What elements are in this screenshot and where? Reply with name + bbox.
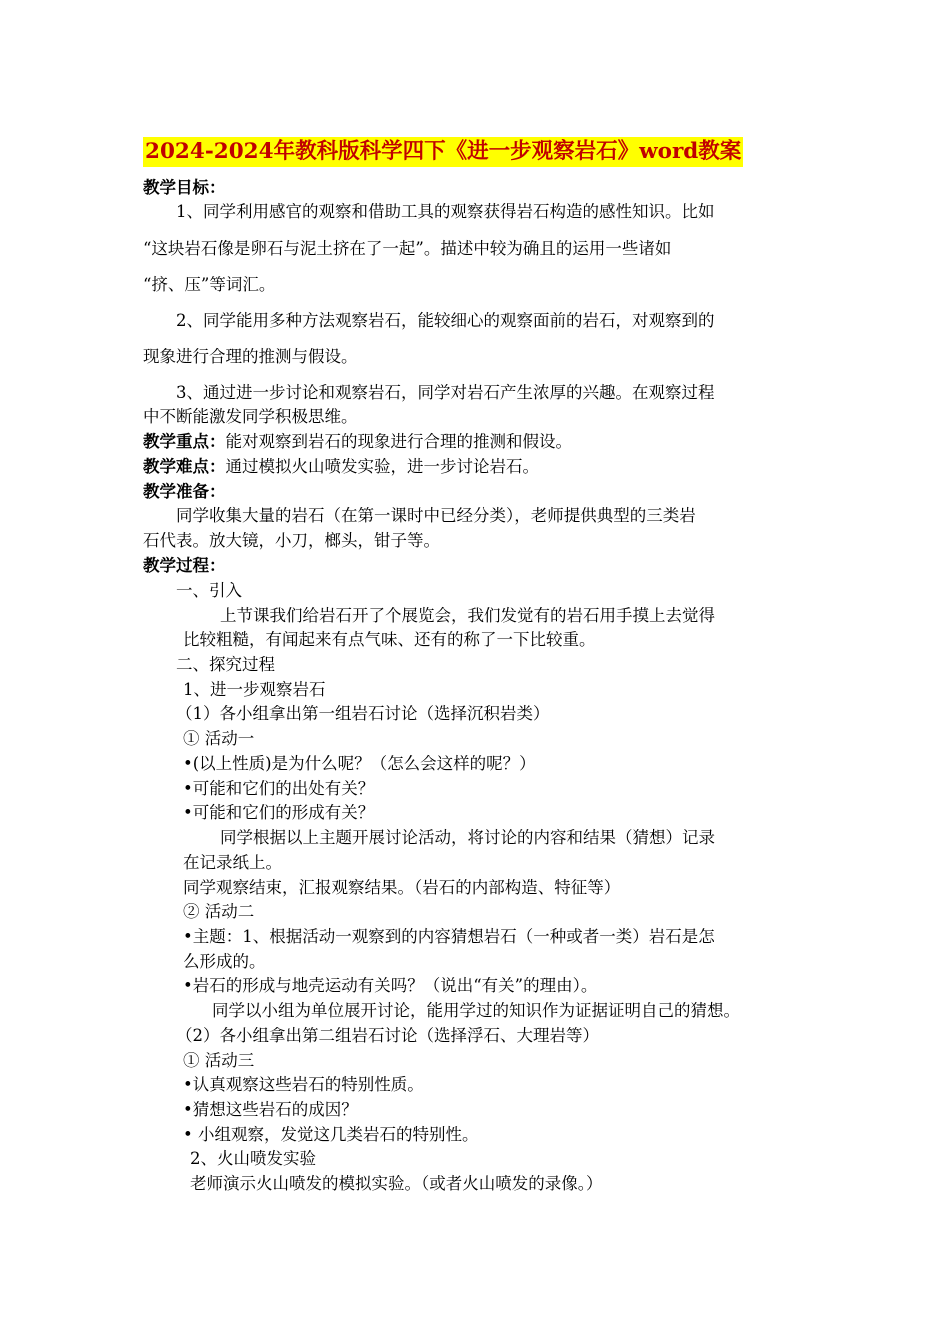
process-line: 1、进一步观察岩石 [183,680,326,699]
process-line: 比较粗糙，有闻起来有点气味、还有的称了一下比较重。 [183,630,596,649]
preparation-heading: 教学准备： [143,482,226,501]
objective-3-line-1: 3、通过进一步讨论和观察岩石，同学对岩石产生浓厚的兴趣。在观察过程 [176,383,715,402]
objective-1-line-2: “这块岩石像是卵石与泥土挤在了一起”。描述中较为确且的运用一些诸如 [143,239,672,258]
objectives-heading: 教学目标： [143,178,226,197]
process-line: （1）各小组拿出第一组岩石讨论（选择沉积岩类） [176,704,550,723]
process-line: 同学以小组为单位展开讨论，能用学过的知识作为证据证明自己的猜想。 [212,1001,740,1020]
process-line: 在记录纸上。 [183,853,282,872]
difficulty-text: 通过模拟火山喷发实验，进一步讨论岩石。 [225,457,539,476]
objective-1-line-1: 1、同学利用感官的观察和借助工具的观察获得岩石构造的感性知识。比如 [176,202,715,221]
process-line: 么形成的。 [183,952,266,971]
objective-2-line-1: 2、同学能用多种方法观察岩石，能较细心的观察面前的岩石，对观察到的 [176,311,715,330]
objective-3-line-2: 中不断能激发同学积极思维。 [143,407,358,426]
process-line: 上节课我们给岩石开了个展览会，我们发觉有的岩石用手摸上去觉得 [220,606,715,625]
process-line: •可能和它们的出处有关？ [183,779,375,798]
document-title: 2024-2024年教科版科学四下《进一步观察岩石》word教案 [143,137,743,167]
process-line: 二、探究过程 [176,655,275,674]
objective-1-line-3: “挤、压”等词汇。 [143,275,276,294]
preparation-line-1: 同学收集大量的岩石（在第一课时中已经分类），老师提供典型的三类岩 [176,506,696,525]
process-line: •可能和它们的形成有关？ [183,803,375,822]
process-line: 同学观察结束，汇报观察结果。（岩石的内部构造、特征等） [183,878,621,897]
preparation-line-2: 石代表。放大镜，小刀，榔头，钳子等。 [143,531,440,550]
process-line: •认真观察这些岩石的特别性质。 [183,1075,424,1094]
process-line: • 小组观察，发觉这几类岩石的特别性。 [183,1125,479,1144]
difficulty-label: 教学难点： [143,457,226,476]
key-point [143,430,572,454]
process-line: •主题：1、根据活动一观察到的内容猜想岩石（一种或者一类）岩石是怎 [183,927,715,946]
process-line: 同学根据以上主题开展讨论活动，将讨论的内容和结果（猜想）记录 [220,828,715,847]
process-line: •猜想这些岩石的成因？ [183,1100,358,1119]
process-line: ① 活动一 [183,729,255,748]
process-line: •(以上性质)是为什么呢？（怎么会这样的呢？） [183,754,536,773]
process-line: •岩石的形成与地壳运动有关吗？（说出“有关”的理由）。 [183,976,598,995]
process-line: ① 活动三 [183,1051,255,1070]
process-heading: 教学过程： [143,556,226,575]
process-line: 2、火山喷发实验 [190,1149,316,1168]
process-line: 老师演示火山喷发的模拟实验。（或者火山喷发的录像。） [190,1174,603,1193]
process-line: 一、引入 [176,581,242,600]
objective-2-line-2: 现象进行合理的推测与假设。 [143,347,358,366]
process-line: ② 活动二 [183,902,255,921]
key-point-text: 能对观察到岩石的现象进行合理的推测和假设。 [225,432,572,451]
key-point-label: 教学重点： [143,432,226,451]
difficulty [143,455,539,479]
process-line: （2）各小组拿出第二组岩石讨论（选择浮石、大理岩等） [176,1026,599,1045]
